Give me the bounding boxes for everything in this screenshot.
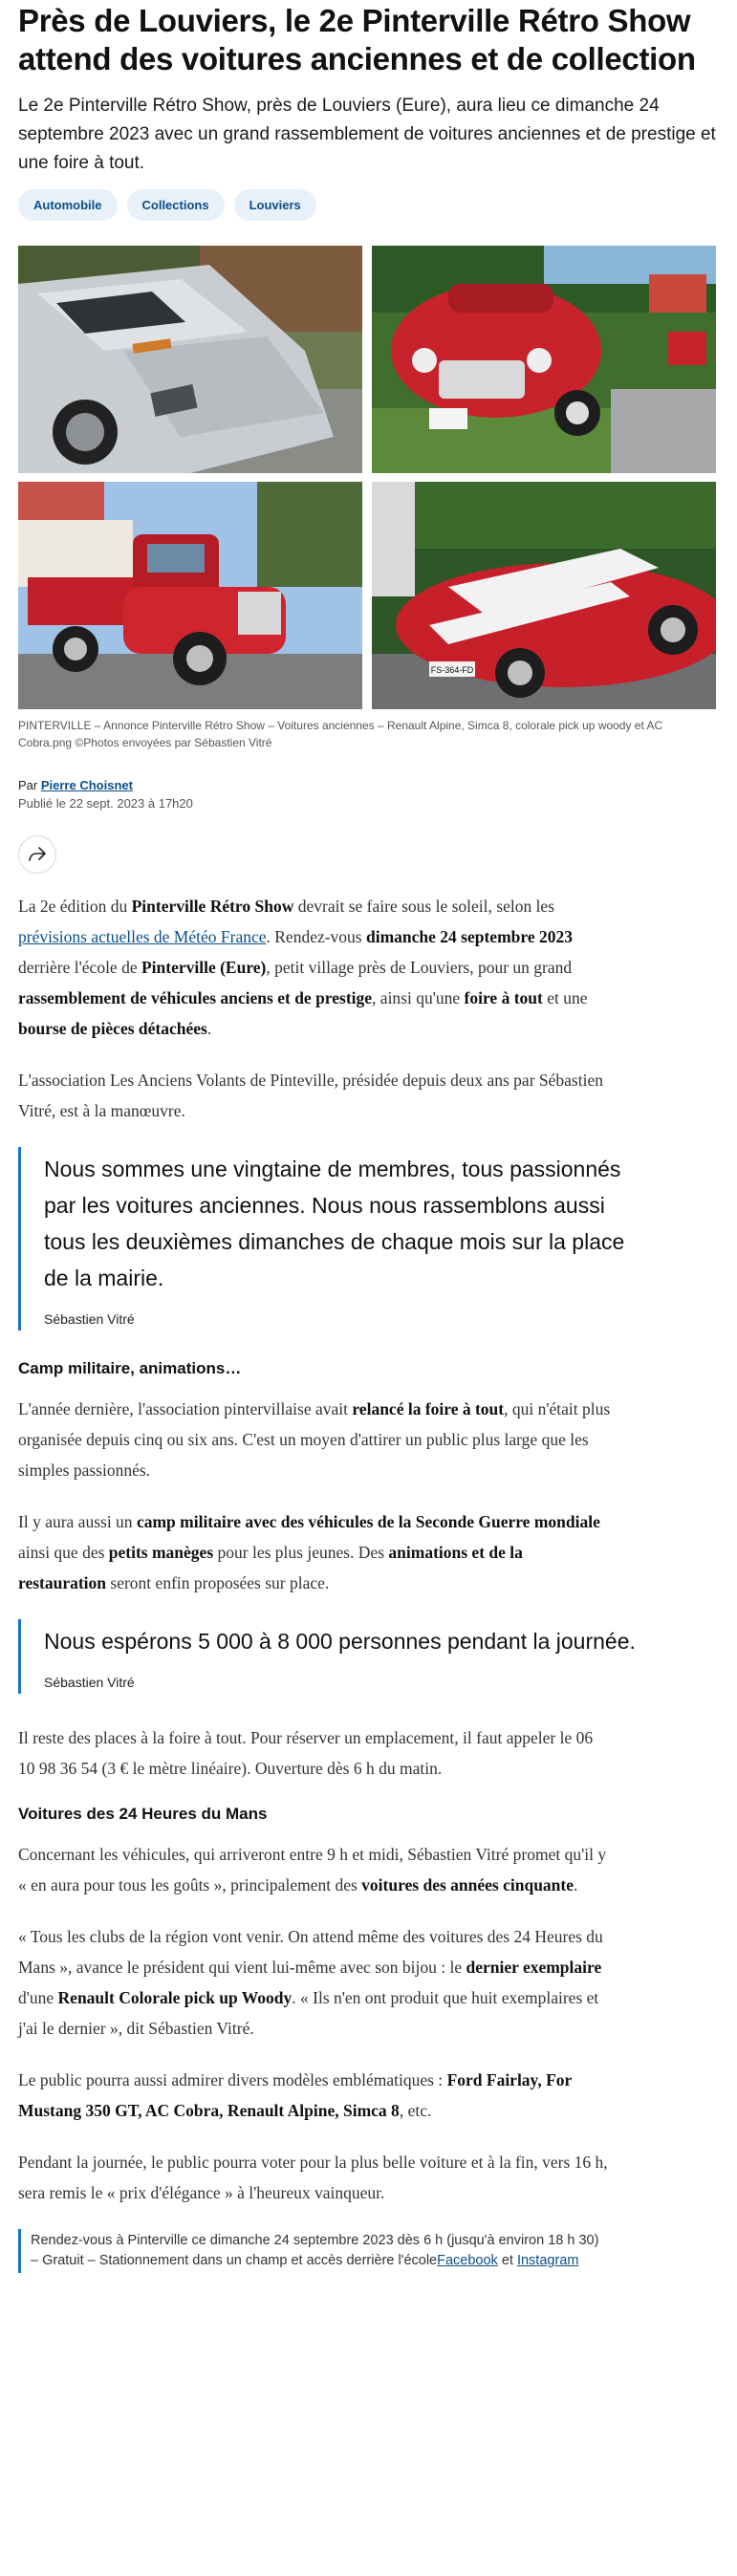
pull-quote-2 (18, 1619, 636, 1694)
share-icon (29, 847, 46, 862)
photo-gallery (18, 246, 716, 709)
instagram-link[interactable]: Instagram (516, 2253, 579, 2268)
byline (18, 778, 719, 811)
author-link[interactable]: Pierre Choisnet (40, 778, 133, 792)
license-plate: FS-364-FD (430, 665, 474, 675)
tag-louviers[interactable]: Louviers (234, 189, 316, 221)
paragraph-1: La 2e édition du Pinterville Rétro Show devrait se faire sous le soleil, selon les prévisions actuelles de Météo France. Rendez-vous dimanche 24 septembre 2023 derrière l'école de Pinterville (Eure), petit village près de Louviers, pour un grand rassemblement de véhicules anciens et de prestige, ainsi qu'une foire à tout et une bourse de pièces détachées. (18, 897, 588, 1038)
pull-quote-1 (18, 1147, 625, 1331)
meteo-france-link[interactable]: prévisions actuelles de Météo France (18, 927, 267, 946)
publish-date: Publié le 22 sept. 2023 à 17h20 (18, 796, 193, 811)
quote-author: Sébastien Vitré (44, 1311, 135, 1327)
photo-colorale-pickup[interactable] (18, 482, 362, 709)
tag-automobile[interactable]: Automobile (18, 189, 118, 221)
section-heading-le-mans: Voitures des 24 Heures du Mans (18, 1805, 268, 1823)
paragraph-6: Concernant les véhicules, qui arriveront entre 9 h et midi, Sébastien Vitré promet qu'il y « en aura pour tous les goûts », principalement des voitures des années cinquante. (18, 1845, 607, 1894)
tag-list (18, 189, 719, 221)
paragraph-8: Le public pourra aussi admirer divers modèles emblématiques : Ford Fairlay, For Mustang 350 GT, AC Cobra, Renault Alpine, Simca 8, etc. (18, 2070, 572, 2120)
byline-prefix: Par (18, 778, 38, 792)
colorale-pickup-image (18, 482, 362, 709)
event-info-box: Rendez-vous à Pinterville ce dimanche 24 septembre 2023 dès 6 h (jusqu'à environ 18 h 30) – Gratuit – Stationnement dans un champ et accès derrière l'écoleFacebook et Instagram (18, 2229, 604, 2273)
article-standfirst: Le 2e Pinterville Rétro Show, près de Louviers (Eure), aura lieu ce dimanche 24 septembre 2023 avec un grand rassemblement de voitures anciennes et de prestige et une foire à tout. (18, 96, 716, 173)
paragraph-5: Il reste des places à la foire à tout. Pour réserver un emplacement, il faut appeler le 06 10 98 36 54 (3 € le mètre linéaire). Ouverture dès 6 h du matin. (18, 1728, 594, 1778)
paragraph-4: Il y aura aussi un camp militaire avec des véhicules de la Seconde Guerre mondiale ainsi que des petits manèges pour les plus jeunes. Des animations et de la restauration seront enfin proposées sur place. (18, 1512, 600, 1592)
tag-collections[interactable]: Collections (127, 189, 225, 221)
quote-text: Nous espérons 5 000 à 8 000 personnes pendant la journée. (44, 1629, 636, 1654)
share-button[interactable] (18, 835, 56, 874)
paragraph-3: L'année dernière, l'association pintervillaise avait relancé la foire à tout, qui n'était plus organisée depuis cinq ou six ans. C'est un moyen d'attirer un public plus large que les simples passionnés. (18, 1399, 611, 1480)
facebook-link[interactable]: Facebook (437, 2253, 498, 2268)
article-title: Près de Louviers, le 2e Pinterville Rétro Show attend des voitures anciennes et de collection (18, 3, 696, 76)
paragraph-2: L'association Les Anciens Volants de Pinteville, présidée depuis deux ans par Sébastien Vitré, est à la manœuvre. (18, 1071, 603, 1120)
gallery-caption: PINTERVILLE – Annonce Pinterville Rétro Show – Voitures anciennes – Renault Alpine, Simca 8, colorale pick up woody et AC Cobra.png ©Photos envoyées par Sébastien Vitré (18, 719, 663, 749)
article-body (18, 891, 719, 2273)
photo-ac-cobra[interactable] (372, 482, 716, 709)
paragraph-9: Pendant la journée, le public pourra voter pour la plus belle voiture et à la fin, vers 16 h, sera remis le « prix d'élégance » à l'heureux vainqueur. (18, 2153, 608, 2202)
paragraph-7: « Tous les clubs de la région vont venir. On attend même des voitures des 24 Heures du Mans », avance le président qui vient lui-même avec son bijou : le dernier exemplaire d'une Renault Colorale pick up Woody. « Ils n'en ont produit que huit exemplaires et j'ai le dernier », dit Sébastien Vitré. (18, 1927, 603, 2038)
quote-author: Sébastien Vitré (44, 1675, 135, 1690)
renault-alpine-image (18, 246, 362, 473)
quote-text: Nous sommes une vingtaine de membres, tous passionnés par les voitures anciennes. Nous nous rassemblons aussi tous les deuxièmes dimanches de chaque mois sur la place de la mairie. (44, 1157, 625, 1290)
simca-8-image (372, 246, 716, 473)
photo-simca-8[interactable] (372, 246, 716, 473)
photo-renault-alpine[interactable] (18, 246, 362, 473)
section-heading-camp: Camp militaire, animations… (18, 1359, 242, 1377)
ac-cobra-image (372, 482, 716, 709)
